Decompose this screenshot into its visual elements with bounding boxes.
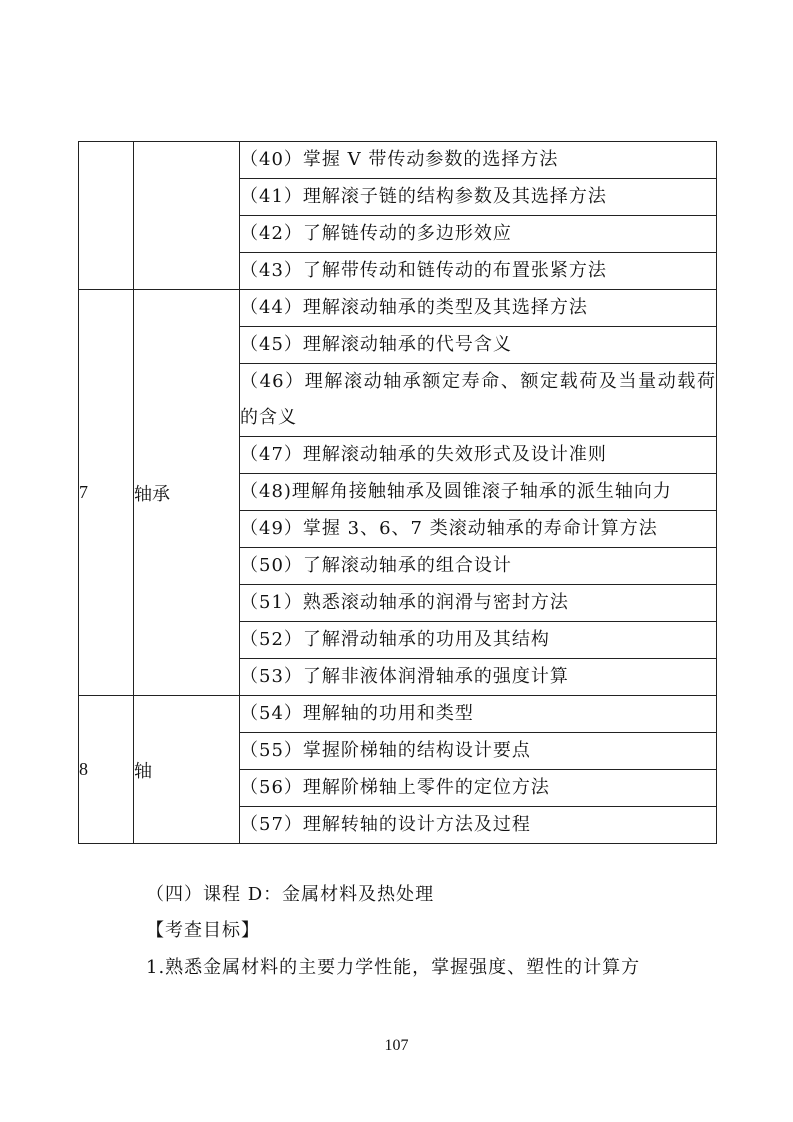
- table-item: （55）掌握阶梯轴的结构设计要点: [240, 733, 717, 770]
- table-item: （44）理解滚动轴承的类型及其选择方法: [240, 290, 717, 327]
- page-number: 107: [384, 1037, 409, 1054]
- table-item: （47）理解滚动轴承的失效形式及设计准则: [240, 437, 717, 474]
- table-item: （43）了解带传动和链传动的布置张紧方法: [240, 253, 717, 290]
- table-item: （52）了解滑动轴承的功用及其结构: [240, 622, 717, 659]
- table-row: [79, 696, 717, 733]
- syllabus-table: [78, 141, 717, 844]
- section-number: 7: [79, 290, 134, 696]
- section-name: 轴: [134, 696, 240, 844]
- table-item: （42）了解链传动的多边形效应: [240, 216, 717, 253]
- table-item: （46）理解滚动轴承额定寿命、额定载荷及当量动载荷的含义: [240, 364, 717, 437]
- table-item: （57）理解转轴的设计方法及过程: [240, 807, 717, 844]
- body-paragraph: 1.熟悉金属材料的主要力学性能，掌握强度、塑性的计算方: [146, 957, 641, 978]
- table-item: （49）掌握 3、6、7 类滚动轴承的寿命计算方法: [240, 511, 717, 548]
- number-cell-empty: [79, 142, 134, 290]
- table-item: （40）掌握 V 带传动参数的选择方法: [240, 142, 717, 179]
- table-item: （45）理解滚动轴承的代号含义: [240, 327, 717, 364]
- table-row: [79, 290, 717, 327]
- target-label: 【考查目标】: [146, 920, 260, 941]
- section-name: 轴承: [134, 290, 240, 696]
- section-heading: （四）课程 D：金属材料及热处理: [146, 884, 435, 905]
- name-cell-empty: [134, 142, 240, 290]
- table-item: （54）理解轴的功用和类型: [240, 696, 717, 733]
- table-item: （51）熟悉滚动轴承的润滑与密封方法: [240, 585, 717, 622]
- table-item: （41）理解滚子链的结构参数及其选择方法: [240, 179, 717, 216]
- table-item: （50）了解滚动轴承的组合设计: [240, 548, 717, 585]
- table-item: （48)理解角接触轴承及圆锥滚子轴承的派生轴向力: [240, 474, 717, 511]
- table-item: （53）了解非液体润滑轴承的强度计算: [240, 659, 717, 696]
- table-item: （56）理解阶梯轴上零件的定位方法: [240, 770, 717, 807]
- section-number: 8: [79, 696, 134, 844]
- table-row: [79, 142, 717, 179]
